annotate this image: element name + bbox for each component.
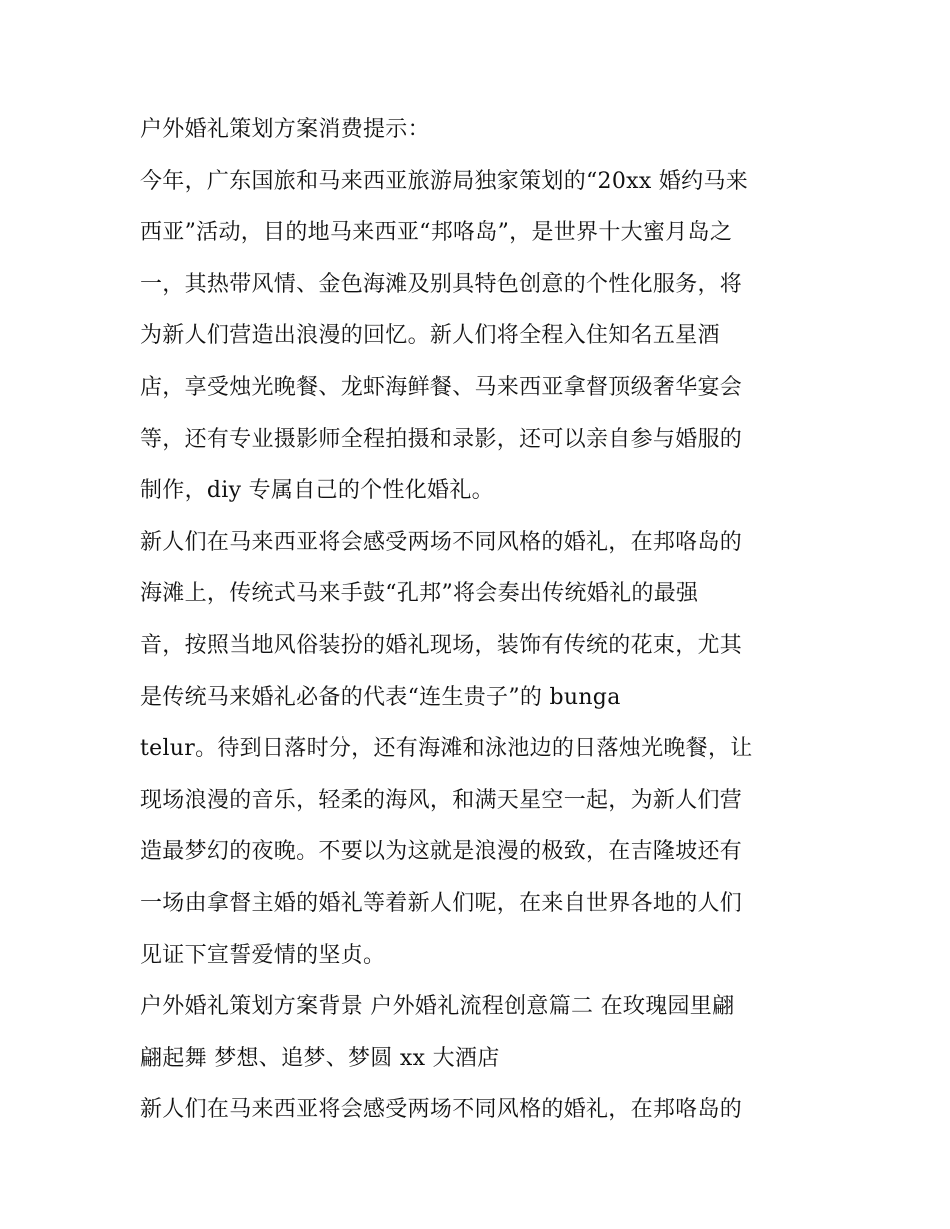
paragraph-line: 是传统马来婚礼必备的代表“连生贵子”的 bunga — [140, 684, 621, 710]
paragraph-line: 一，其热带风情、金色海滩及别具特色创意的个性化服务，将 — [140, 271, 743, 297]
section-heading-consumption-tips: 户外婚礼策划方案消费提示： — [140, 117, 430, 142]
paragraph-line: 见证下宣誓爱情的坚贞。 — [140, 942, 386, 968]
paragraph-line: 今年，广东国旅和马来西亚旅游局独家策划的“20xx 婚约马来 — [140, 168, 749, 194]
paragraph-line: 现场浪漫的音乐，轻柔的海风，和满天星空一起，为新人们营 — [140, 787, 743, 813]
paragraph-line: telur。待到日落时分，还有海滩和泳池边的日落烛光晚餐，让 — [140, 736, 753, 762]
section-heading-background: 户外婚礼策划方案背景 户外婚礼流程创意篇二 在玫瑰园里翩 — [140, 994, 735, 1020]
paragraph-line: 西亚”活动，目的地马来西亚“邦咯岛”，是世界十大蜜月岛之 — [140, 220, 733, 246]
paragraph-line: 为新人们营造出浪漫的回忆。新人们将全程入住知名五星酒 — [140, 323, 720, 349]
paragraph-line: 制作，diy 专属自己的个性化婚礼。 — [140, 478, 494, 504]
paragraph-line: 海滩上，传统式马来手鼓“孔邦”将会奏出传统婚礼的最强 — [140, 581, 699, 607]
paragraph-line: 一场由拿督主婚的婚礼等着新人们呢，在来自世界各地的人们 — [140, 890, 743, 916]
paragraph-line: 新人们在马来西亚将会感受两场不同风格的婚礼，在邦咯岛的 — [140, 529, 743, 555]
paragraph-line: 新人们在马来西亚将会感受两场不同风格的婚礼，在邦咯岛的 — [140, 1097, 743, 1123]
paragraph-line: 店，享受烛光晚餐、龙虾海鲜餐、马来西亚拿督顶级奢华宴会 — [140, 374, 743, 400]
paragraph-line: 造最梦幻的夜晚。不要以为这就是浪漫的极致，在吉隆坡还有 — [140, 839, 743, 865]
paragraph-line: 等，还有专业摄影师全程拍摄和录影，还可以亲自参与婚服的 — [140, 426, 743, 452]
paragraph-line: 音，按照当地风俗装扮的婚礼现场，装饰有传统的花束，尤其 — [140, 632, 743, 658]
document-body — [140, 110, 820, 1142]
section-heading-background: 翩起舞 梦想、追梦、梦圆 xx 大酒店 — [140, 1045, 500, 1071]
